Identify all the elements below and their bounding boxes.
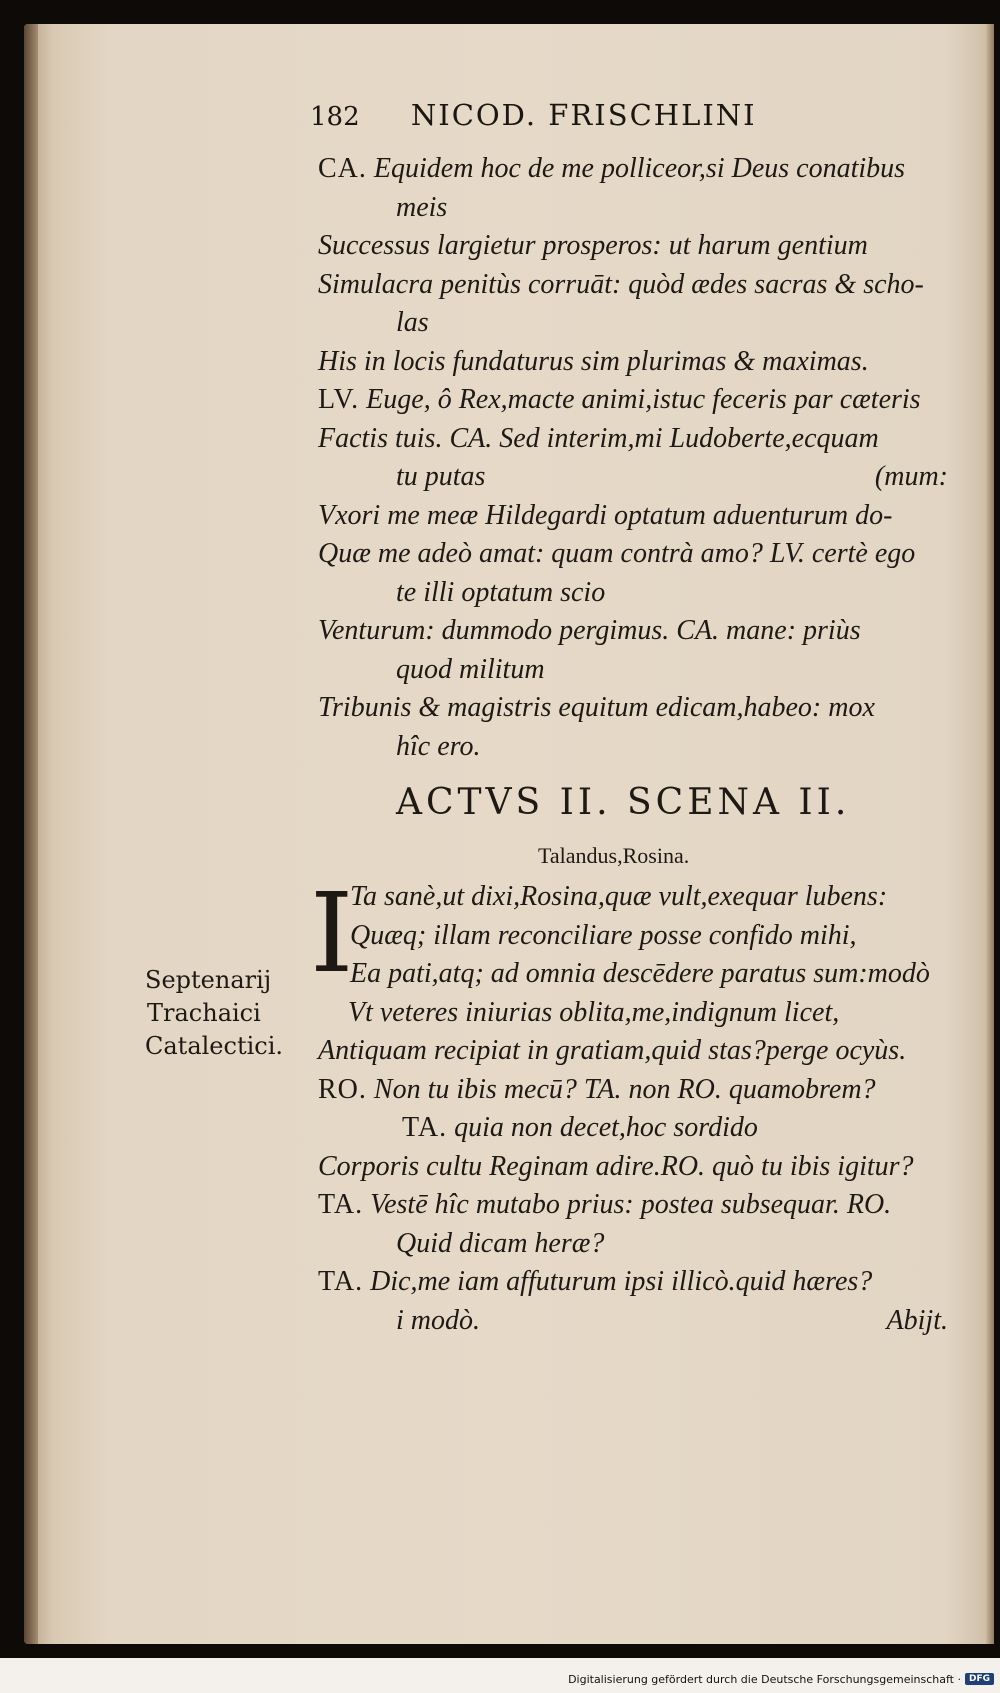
line-text: i modò.	[396, 1304, 480, 1336]
dropcap-block	[310, 869, 968, 997]
dfg-logo: DFG	[965, 1673, 994, 1685]
line-text: quia non decet,hoc sordido	[454, 1112, 758, 1143]
line-text: Venturum: dummodo pergimus. CA. mane: priùs	[318, 615, 861, 646]
verse-lines-top	[318, 150, 968, 766]
verse-line	[318, 535, 968, 574]
dramatis-personae: Talandus,Rosina.	[538, 843, 690, 868]
line-text: Ea pati,atq; ad omnia descēdere paratus sum:modò	[350, 958, 930, 989]
line-text: hîc ero.	[396, 730, 481, 762]
margin-note-line: Catalectici.	[145, 1032, 284, 1060]
verse-line	[318, 266, 968, 305]
credit-text: Digitalisierung gefördert durch die Deutsche Forschungsgemeinschaft ·	[568, 1672, 961, 1686]
line-text: Factis tuis. CA. Sed interim,mi Ludoberte,ecquam	[318, 422, 879, 454]
speaker-label: RO.	[318, 1073, 367, 1105]
verse-line	[318, 227, 968, 266]
page-number: 182	[310, 102, 360, 132]
line-text: Equidem hoc de me polliceor,si Deus conatibus	[373, 153, 906, 184]
line-text: Vestē hîc mutabo prius: postea subsequar. RO.	[370, 1189, 892, 1220]
verse-line	[318, 994, 968, 1033]
running-header	[310, 98, 870, 132]
verse-line	[318, 612, 968, 651]
line-text: Quæq; illam reconciliare posse confido mihi,	[350, 919, 857, 951]
running-head: NICOD. FRISCHLINI	[410, 98, 757, 132]
line-text: His in locis fundaturus sim plurimas & maximas.	[318, 345, 869, 377]
verse-line	[318, 689, 968, 728]
line-text: Non tu ibis mecū? TA. non RO. quamobrem?	[373, 1073, 876, 1105]
verse-line	[318, 651, 968, 690]
line-text: Tribunis & magistris equitum edicam,habeo: mox	[318, 692, 875, 723]
page-edge	[986, 24, 994, 1644]
line-text: te illi optatum scio	[396, 576, 606, 608]
digitization-credit	[568, 1670, 994, 1688]
line-text: Simulacra penitùs corruāt: quòd ædes sacras & scho-	[318, 268, 924, 300]
act-title: ACTVS II. SCENA II.	[396, 782, 851, 823]
line-text: Euge, ô Rex,macte animi,istuc feceris par cæteris	[366, 384, 921, 415]
verse-line	[318, 343, 968, 382]
line-text: Vt veteres iniurias oblita,me,indignum licet,	[348, 996, 840, 1028]
binding-edge	[24, 24, 38, 1644]
verse-line	[318, 1148, 968, 1187]
margin-note-line: Septenarij	[145, 966, 272, 994]
margin-note-line: Trachaici	[147, 999, 261, 1027]
speaker-label: TA.	[318, 1189, 364, 1220]
verse-line	[318, 955, 968, 994]
speaker-label: TA.	[318, 1266, 364, 1297]
line-text: Vxori me meæ Hildegardi optatum aduenturum do-	[318, 499, 893, 531]
speaker-label: LV.	[318, 384, 360, 415]
line-text: Ta sanè,ut dixi,Rosina,quæ vult,exequar lubens:	[350, 881, 888, 912]
line-text: Corporis cultu Reginam adire.RO. quò tu ibis igitur?	[318, 1150, 914, 1182]
line-text: tu putas	[396, 461, 486, 492]
verse-line	[318, 728, 968, 767]
line-right-text: Abijt.	[886, 1304, 948, 1336]
verse-line	[318, 1071, 968, 1110]
line-right-text: (mum:	[874, 461, 948, 492]
speaker-label: TA.	[402, 1112, 448, 1143]
verse-line	[318, 420, 968, 459]
verse-line	[318, 574, 968, 613]
line-text: Dic,me iam affuturum ipsi illicò.quid hæres?	[370, 1266, 873, 1297]
line-text: Quæ me adeò amat: quam contrà amo? LV. certè ego	[318, 538, 916, 569]
line-text: Successus largietur prosperos: ut harum gentium	[318, 230, 868, 261]
verse-line	[318, 878, 968, 917]
margin-note	[145, 964, 305, 1063]
verse-line	[318, 381, 968, 420]
line-text: meis	[396, 191, 448, 223]
speaker-label: CA.	[318, 153, 367, 184]
line-text: Antiquam recipiat in gratiam,quid stas?perge ocyùs.	[318, 1035, 907, 1066]
verse-lines-dropcap	[318, 878, 968, 994]
verse-line	[318, 497, 968, 536]
verse-line	[318, 1186, 968, 1225]
line-text: Quid dicam heræ?	[396, 1227, 605, 1259]
verse-lines-bottom	[318, 994, 968, 1341]
verse-line	[318, 189, 968, 228]
verse-line	[318, 458, 968, 497]
verse-line	[318, 1302, 968, 1341]
verse-line	[318, 1263, 968, 1302]
line-text: quod militum	[396, 653, 545, 685]
verse-line	[318, 304, 968, 343]
verse-line	[318, 1032, 968, 1071]
verse-line	[318, 150, 968, 189]
verse-line	[318, 1109, 968, 1148]
line-text: las	[396, 307, 429, 338]
drop-capital: I	[310, 869, 354, 997]
verse-line	[318, 1225, 968, 1264]
text-block	[310, 150, 968, 1340]
verse-line	[318, 917, 968, 956]
